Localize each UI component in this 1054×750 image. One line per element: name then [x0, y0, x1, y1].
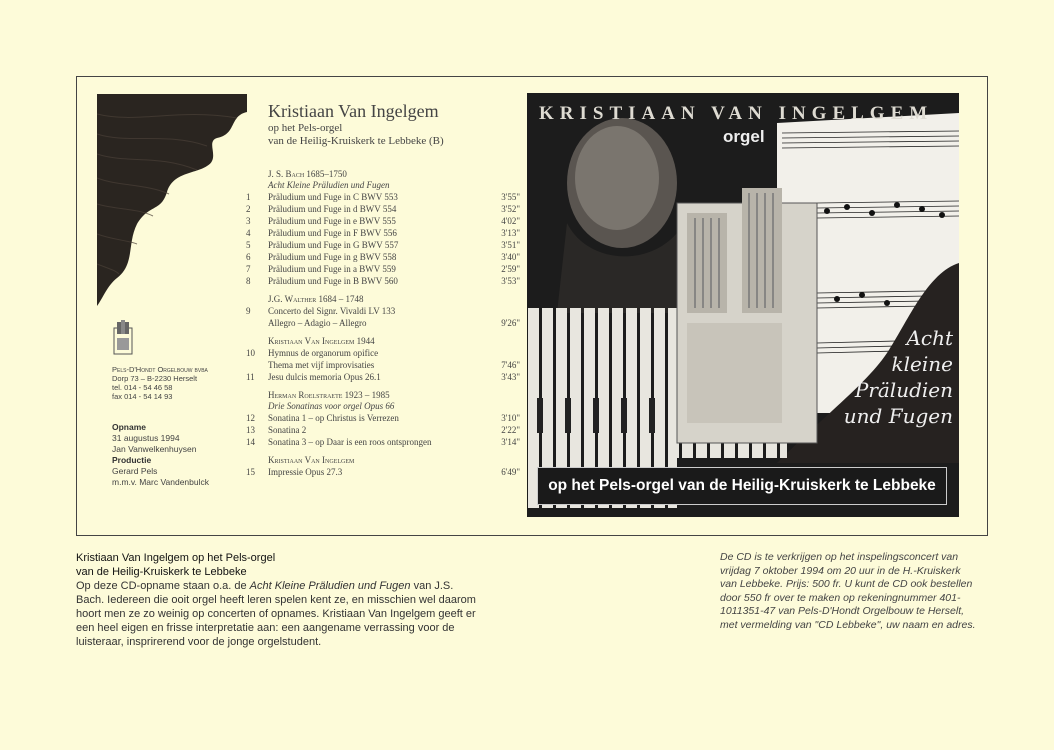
track-number: 4 [246, 228, 251, 238]
track-number: 14 [246, 437, 255, 447]
track-title: Präludium und Fuge in e BWV 555 [268, 216, 396, 226]
cd-subtitle: van de Heilig-Kruiskerk te Lebbeke (B) [268, 135, 444, 147]
track-title: Präludium und Fuge in d BWV 554 [268, 204, 397, 214]
producer-assistant: m.m.v. Marc Vandenbulck [112, 477, 209, 487]
track-duration: 3'14" [501, 437, 520, 447]
track-row [240, 305, 520, 317]
track-row [240, 436, 520, 448]
description-body-text: van J.S. Bach. Iedereen die ooit orgel heeft leren spelen kent ze, en misschien wel daarom hoort men ze zo weinig op concerten of opnames. Kristiaan Van Ingelgem geeft er een heel eigen en frisse interpretatie aan: een aangename verrassing voor de luisteraar, insprirerend voor de jonge orgelstudent. [76, 580, 476, 648]
description-body-text: Op deze CD-opname staan o.a. de [76, 580, 250, 592]
track-title: Impressie Opus 27.3 [268, 467, 343, 477]
track-row [240, 359, 520, 371]
track-duration: 2'22" [501, 425, 520, 435]
track-row [240, 347, 520, 359]
wood-carving-image [97, 94, 247, 306]
track-title: Allegro – Adagio – Allegro [268, 318, 367, 328]
track-duration: 6'49" [501, 467, 520, 477]
track-title: Präludium und Fuge in B BWV 560 [268, 276, 398, 286]
track-duration: 3'55" [501, 192, 520, 202]
description-body-italic: Acht Kleine Präludien und Fugen [249, 580, 411, 592]
cd-subtitle: op het Pels-orgel [268, 122, 343, 134]
track-title: Jesu dulcis memoria Opus 26.1 [268, 372, 381, 382]
address-line: Pels-D'Hondt Orgelbouw bvba [112, 365, 208, 374]
track-title: Präludium und Fuge in C BWV 553 [268, 192, 398, 202]
track-duration: 3'40" [501, 252, 520, 262]
script-line: Acht [906, 326, 953, 350]
cd-cover-image [527, 93, 959, 517]
track-row [240, 317, 520, 329]
track-title: Präludium und Fuge in g BWV 558 [268, 252, 397, 262]
track-duration [485, 347, 520, 359]
track-duration: 3'52" [501, 204, 520, 214]
track-duration: 9'26" [501, 318, 520, 328]
track-duration: 3'51" [501, 240, 520, 250]
track-title: Präludium und Fuge in F BWV 556 [268, 228, 397, 238]
cover-banner [537, 467, 947, 505]
track-list [240, 168, 520, 478]
track-row [240, 424, 520, 436]
recording-engineer: Jan Vanwelkenhuysen [112, 444, 197, 454]
cover-banner-text: op het Pels-orgel van de Heilig-Kruiskerk te Lebbeke [548, 477, 936, 494]
address-line: fax 014 - 54 14 93 [112, 392, 173, 401]
track-row [240, 191, 520, 203]
track-row [240, 227, 520, 239]
track-title: Sonatina 2 [268, 425, 307, 435]
track-title: Thema met vijf improvisaties [268, 360, 375, 370]
track-duration: 3'13" [501, 228, 520, 238]
track-title: Hymnus de organorum opifice [268, 348, 379, 358]
track-number: 15 [246, 467, 255, 477]
track-duration: 3'53" [501, 276, 520, 286]
work-title: Drie Sonatinas voor orgel Opus 66 [268, 401, 395, 411]
composer-heading: Kristiaan Van Ingelgem [268, 455, 355, 465]
organ-builder-logo [112, 320, 134, 361]
address-line: Dorp 73 – B-2230 Herselt [112, 374, 198, 383]
track-number [240, 359, 268, 371]
description-heading: van de Heilig-Kruiskerk te Lebbeke [76, 566, 247, 578]
track-duration: 3'43" [501, 372, 520, 382]
cd-title-block [268, 101, 444, 148]
track-number: 8 [246, 276, 251, 286]
cover-instrument: orgel [723, 127, 765, 146]
script-line: kleine [891, 352, 953, 376]
track-row [240, 263, 520, 275]
recording-date: 31 augustus 1994 [112, 433, 180, 443]
track-row [240, 412, 520, 424]
track-row [240, 203, 520, 215]
producer: Gerard Pels [112, 466, 158, 476]
track-number: 9 [246, 306, 251, 316]
composer-heading: J.G. Walther 1684 – 1748 [268, 294, 364, 304]
track-duration: 4'02" [501, 216, 520, 226]
track-row [240, 371, 520, 383]
description-heading: Kristiaan Van Ingelgem op het Pels-orgel [76, 552, 276, 564]
order-info: De CD is te verkrijgen op het inspelingsconcert van vrijdag 7 oktober 1994 om 20 uur in de H.-Kruiskerk van Lebbeke. Prijs: 500 fr. U kunt de CD ook bestellen door 550 fr over te maken op rekeningnummer 401-1011351-47 van Pels-D'Hondt Orgelbouw te Herselt, met vermelding van "CD Lebbeke", uw naam en adres. [720, 551, 976, 631]
cd-title: Kristiaan Van Ingelgem [268, 101, 439, 121]
description-body [76, 579, 476, 649]
track-number: 13 [246, 425, 255, 435]
recording-label: Opname [112, 422, 147, 432]
track-number: 5 [246, 240, 251, 250]
address-block [112, 365, 208, 401]
track-duration [485, 305, 520, 317]
track-number: 12 [246, 413, 255, 423]
track-title: Präludium und Fuge in a BWV 559 [268, 264, 396, 274]
track-duration: 7'46" [501, 360, 520, 370]
track-number: 11 [246, 372, 255, 382]
composer-heading: Herman Roelstraete 1923 – 1985 [268, 390, 390, 400]
credits-block [112, 422, 209, 488]
script-line: Präludien [854, 378, 953, 402]
track-number: 3 [246, 216, 251, 226]
address-line: tel. 014 - 54 46 58 [112, 383, 173, 392]
track-row [240, 215, 520, 227]
track-row [240, 275, 520, 287]
cover-artist: KRISTIAAN VAN INGELGEM [539, 103, 934, 124]
track-number: 6 [246, 252, 251, 262]
track-number: 2 [246, 204, 251, 214]
track-row [240, 466, 520, 478]
track-duration: 3'10" [501, 413, 520, 423]
cover-script-title [829, 325, 953, 429]
track-title: Concerto del Signr. Vivaldi LV 133 [268, 306, 396, 316]
track-title: Sonatina 3 – op Daar is een roos ontsprongen [268, 437, 432, 447]
composer-heading: J. S. Bach 1685–1750 [268, 169, 347, 179]
track-row [240, 239, 520, 251]
track-number: 7 [246, 264, 251, 274]
track-title: Präludium und Fuge in G BWV 557 [268, 240, 399, 250]
track-row [240, 251, 520, 263]
track-number [240, 317, 268, 329]
script-line: und Fugen [843, 404, 953, 428]
track-title: Sonatina 1 – op Christus is Verrezen [268, 413, 399, 423]
track-duration: 2'59" [501, 264, 520, 274]
track-number: 10 [246, 348, 255, 358]
composer-heading: Kristiaan Van Ingelgem 1944 [268, 336, 375, 346]
description-block [76, 551, 476, 649]
work-title: Acht Kleine Präludien und Fugen [268, 180, 390, 190]
track-number: 1 [246, 192, 251, 202]
production-label: Productie [112, 455, 152, 465]
